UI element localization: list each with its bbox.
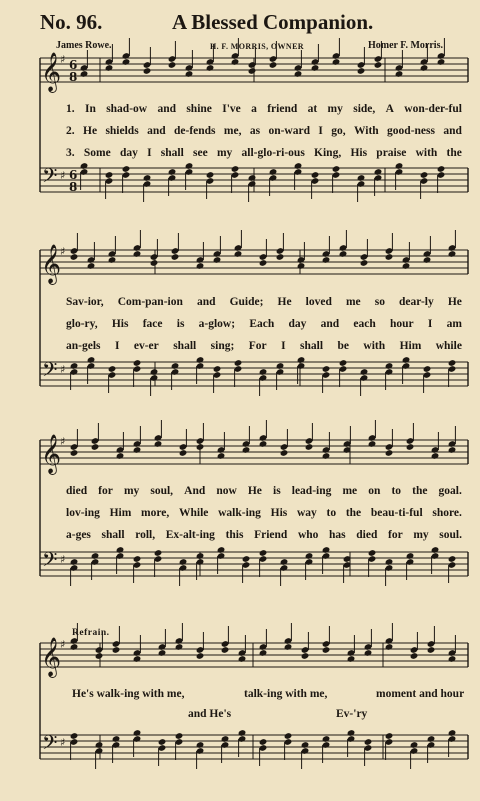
lyric-word: He <box>277 296 292 308</box>
lyric-word: day <box>288 318 307 330</box>
note-head <box>368 440 377 448</box>
lyric-word: ev-er <box>133 340 159 352</box>
lyric-word: beau-ti-ful <box>370 507 423 519</box>
time-sig-top: 6 <box>69 58 78 72</box>
note-head <box>284 643 293 651</box>
note-head <box>112 735 121 743</box>
lyric-word: glo-ry, <box>66 318 98 330</box>
note-head <box>133 250 142 258</box>
note-head <box>385 362 394 370</box>
lyric-word: my <box>216 147 233 159</box>
lyric-word: so <box>374 296 385 308</box>
refrain-lyric: Ev-'ry <box>336 708 368 720</box>
note-head <box>431 452 440 460</box>
lyric-word: Him <box>399 340 422 352</box>
lyric-word: goal. <box>438 485 462 497</box>
note-head <box>284 732 293 740</box>
note-head <box>276 362 285 370</box>
note-head <box>217 546 226 554</box>
note-head <box>133 555 142 563</box>
note-head <box>133 729 142 737</box>
note-head <box>385 643 394 651</box>
lyric-word: a-glow; <box>198 318 236 330</box>
lyric-word: He <box>447 296 462 308</box>
note-head <box>423 365 432 373</box>
note-head <box>420 64 429 72</box>
time-sig-bottom: 8 <box>69 180 78 194</box>
lyric-word: de-fends <box>173 125 216 137</box>
lyric-word: has <box>329 529 346 541</box>
lyric-line <box>66 125 462 137</box>
lyric-word: now <box>216 485 237 497</box>
lyric-word: For <box>248 340 267 352</box>
lyric-word: Com-pan-ion <box>117 296 183 308</box>
note-head <box>357 174 366 182</box>
time-sig-bottom: 8 <box>69 70 78 84</box>
note-head <box>420 171 429 179</box>
note-head <box>108 256 117 264</box>
lyric-word: am <box>446 318 462 330</box>
refrain-lyric: He's walk-ing with me, <box>72 688 185 700</box>
bass-clef: 𝄢 <box>42 548 58 576</box>
key-sharp: ♯ <box>60 553 66 566</box>
note-head <box>297 356 306 364</box>
lyric-word: and <box>157 103 176 115</box>
lyric-word: with <box>363 340 386 352</box>
lyric-word: a-ges <box>66 529 91 541</box>
lyric-word: His <box>350 147 368 159</box>
note-head <box>385 449 394 457</box>
note-head <box>91 552 100 560</box>
lyric-word: each <box>353 318 376 330</box>
lyric-word: died <box>356 529 378 541</box>
note-head <box>305 443 314 451</box>
note-head <box>70 558 79 566</box>
note-head <box>158 738 167 746</box>
lyric-word: to <box>391 485 402 497</box>
lyric-word: while <box>435 340 462 352</box>
lyric-word: me <box>342 485 358 497</box>
lyric-line <box>66 318 462 330</box>
lyric-word: Friend <box>254 529 288 541</box>
lyric-word: go, <box>331 125 346 137</box>
lyric-word: A <box>385 103 394 115</box>
note-head <box>95 652 104 660</box>
note-head <box>196 262 205 270</box>
note-head <box>91 443 100 451</box>
lyric-word: King, <box>314 147 342 159</box>
note-head <box>385 253 394 261</box>
lyric-word: as <box>249 125 261 137</box>
lyric-word: my <box>413 529 429 541</box>
lyric-word: I <box>281 340 286 352</box>
note-head <box>339 250 348 258</box>
note-head <box>196 356 205 364</box>
lyric-word: is <box>273 485 281 497</box>
lyric-word: I've <box>222 103 241 115</box>
note-head <box>332 58 341 66</box>
lyric-word: Him <box>109 507 132 519</box>
lyric-word: the <box>345 507 362 519</box>
lyric-word: the <box>412 485 428 497</box>
lyric-word: While <box>178 507 209 519</box>
lyric-word: for <box>98 485 113 497</box>
lyric-word: shad-ow <box>106 103 148 115</box>
lyric-word: hour <box>389 318 414 330</box>
lyric-word: and <box>147 125 166 137</box>
note-head <box>322 646 331 654</box>
lyric-word: His <box>270 507 288 519</box>
lyric-word: way <box>296 507 317 519</box>
note-head <box>294 70 303 78</box>
note-head <box>87 262 96 270</box>
note-head <box>427 646 436 654</box>
note-head <box>259 368 268 376</box>
note-head <box>431 546 440 554</box>
note-head <box>368 549 377 557</box>
note-head <box>448 555 457 563</box>
note-head <box>322 452 331 460</box>
lyricist-credit: James Rowe. <box>56 40 112 51</box>
note-head <box>70 253 79 261</box>
note-head <box>168 168 177 176</box>
lyric-word: and <box>196 296 216 308</box>
note-head <box>242 555 251 563</box>
lyric-word: Ex-alt-ing <box>165 529 215 541</box>
lyric-word: won-der-ful <box>404 103 462 115</box>
note-head <box>360 368 369 376</box>
note-head <box>410 741 419 749</box>
note-head <box>395 70 404 78</box>
note-head <box>133 655 142 663</box>
hymn-number: No. 96. <box>40 10 103 34</box>
lyric-word: an-gels <box>66 340 101 352</box>
lyric-word: on-ward <box>268 125 310 137</box>
note-head <box>168 61 177 69</box>
lyric-word: His <box>111 318 129 330</box>
note-head <box>234 250 243 258</box>
lyric-word: 1. <box>66 103 75 115</box>
lyric-word: sing; <box>210 340 235 352</box>
note-head <box>196 741 205 749</box>
lyric-word: my <box>123 485 140 497</box>
lyric-word: Some <box>83 147 111 159</box>
refrain-lyric: and He's <box>188 708 232 720</box>
lyric-line <box>66 340 462 352</box>
lyric-word: for <box>388 529 403 541</box>
key-sharp: ♯ <box>60 638 66 651</box>
lyric-word: this <box>225 529 244 541</box>
lyric-word: and <box>443 125 462 137</box>
note-head <box>427 735 436 743</box>
note-head <box>171 253 180 261</box>
note-head <box>360 259 369 267</box>
lyric-word: and <box>320 318 340 330</box>
treble-clef: 𝄞 <box>41 244 62 284</box>
lyric-word: side, <box>353 103 376 115</box>
key-sharp: ♯ <box>60 245 66 258</box>
note-head <box>133 446 142 454</box>
note-head <box>238 655 247 663</box>
lyric-word: me, <box>223 125 242 137</box>
note-head <box>108 365 117 373</box>
note-head <box>171 362 180 370</box>
hymn-title: A Blessed Companion. <box>172 10 374 34</box>
note-head <box>448 729 457 737</box>
note-head <box>395 162 404 170</box>
note-head <box>322 256 331 264</box>
note-head <box>297 262 306 270</box>
note-head <box>217 452 226 460</box>
lyric-word: loved <box>305 296 332 308</box>
composer-credit: Homer F. Morris. <box>368 40 443 51</box>
note-head <box>185 70 194 78</box>
lyric-word: see <box>193 147 208 159</box>
note-head <box>179 449 188 457</box>
note-head <box>364 738 373 746</box>
treble-clef: 𝄞 <box>41 52 62 92</box>
note-head <box>231 58 240 66</box>
lyric-word: my <box>327 103 343 115</box>
lyric-word: shields <box>105 125 139 137</box>
note-head <box>259 549 268 557</box>
note-head <box>150 368 159 376</box>
note-head <box>311 171 320 179</box>
lyric-word: at <box>307 103 318 115</box>
note-head <box>213 256 222 264</box>
note-head <box>332 165 341 173</box>
lyric-word: walk-ing <box>218 507 261 519</box>
note-head <box>259 440 268 448</box>
lyric-word: lead-ing <box>291 485 332 497</box>
lyric-word: praise <box>376 147 407 159</box>
refrain-label: Refrain. <box>72 628 110 638</box>
note-head <box>234 359 243 367</box>
note-head <box>294 162 303 170</box>
note-head <box>280 558 289 566</box>
note-head <box>364 649 373 657</box>
note-head <box>305 552 314 560</box>
lyric-word: soul, <box>150 485 174 497</box>
time-sig-top: 6 <box>69 168 78 182</box>
note-head <box>311 64 320 72</box>
note-head <box>259 738 268 746</box>
lyric-word: shore. <box>432 507 462 519</box>
lyric-word: who <box>297 529 319 541</box>
note-head <box>248 174 257 182</box>
note-head <box>95 741 104 749</box>
lyric-word: shall <box>173 340 197 352</box>
note-head <box>301 652 310 660</box>
lyric-word: I <box>318 125 323 137</box>
note-head <box>280 449 289 457</box>
bass-clef: 𝄢 <box>42 731 58 759</box>
note-head <box>374 168 383 176</box>
lyric-word: Each <box>249 318 275 330</box>
note-head <box>322 365 331 373</box>
note-head <box>206 64 215 72</box>
note-head <box>70 449 79 457</box>
note-head <box>269 61 278 69</box>
note-head <box>402 356 411 364</box>
lyric-line <box>66 529 462 541</box>
key-sharp: ♯ <box>60 736 66 749</box>
note-head <box>112 646 121 654</box>
lyric-line <box>66 485 462 497</box>
note-head <box>143 67 152 75</box>
lyric-word: a <box>251 103 257 115</box>
note-head <box>374 61 383 69</box>
lyric-word: shall <box>160 147 184 159</box>
lyric-word: Sav-ior, <box>66 296 104 308</box>
note-head <box>406 552 415 560</box>
note-head <box>196 552 205 560</box>
note-head <box>122 58 131 66</box>
note-head <box>116 452 125 460</box>
lyric-word: I <box>427 318 433 330</box>
key-sharp: ♯ <box>60 53 66 66</box>
lyric-word: And <box>184 485 206 497</box>
note-head <box>154 549 163 557</box>
note-head <box>448 446 457 454</box>
lyric-word: He <box>83 125 98 137</box>
key-sharp: ♯ <box>60 363 66 376</box>
lyric-line <box>66 296 462 308</box>
note-head <box>154 440 163 448</box>
note-head <box>116 546 125 554</box>
key-sharp: ♯ <box>60 169 66 182</box>
lyric-word: shine <box>186 103 212 115</box>
note-head <box>437 58 446 66</box>
note-head <box>196 652 205 660</box>
lyric-word: I <box>147 147 152 159</box>
lyric-word: friend <box>267 103 298 115</box>
note-head <box>231 165 240 173</box>
note-head <box>150 259 159 267</box>
note-head <box>410 652 419 660</box>
note-head <box>70 643 79 651</box>
lyric-word: shall <box>300 340 324 352</box>
note-head <box>80 162 89 170</box>
lyric-word: with <box>415 147 438 159</box>
note-head <box>406 443 415 451</box>
note-head <box>196 443 205 451</box>
lyric-word: be <box>337 340 349 352</box>
lyric-word: With <box>353 125 379 137</box>
note-head <box>87 356 96 364</box>
note-head <box>185 162 194 170</box>
note-head <box>221 646 230 654</box>
note-head <box>70 362 79 370</box>
note-head <box>347 655 356 663</box>
treble-clef: 𝄞 <box>41 637 62 677</box>
lyric-word: He <box>247 485 262 497</box>
note-head <box>175 732 184 740</box>
lyric-word: is <box>176 318 185 330</box>
note-head <box>437 165 446 173</box>
note-head <box>423 256 432 264</box>
lyric-word: to <box>326 507 337 519</box>
note-head <box>221 735 230 743</box>
lyric-word: dear-ly <box>399 296 434 308</box>
note-head <box>179 558 188 566</box>
lyric-word: soul. <box>439 529 462 541</box>
note-head <box>322 546 331 554</box>
lyric-word: 3. <box>66 147 75 159</box>
lyric-line <box>66 507 462 519</box>
key-sharp: ♯ <box>60 435 66 448</box>
bass-clef: 𝄢 <box>42 164 58 192</box>
lyric-word: on <box>368 485 381 497</box>
refrain-lyric: moment and hour <box>376 688 465 700</box>
lyric-word: Guide; <box>229 296 264 308</box>
lyric-word: In <box>84 103 96 115</box>
owner-credit: H. F. MORRIS, OWNER <box>210 42 304 51</box>
note-head <box>385 732 394 740</box>
note-head <box>206 171 215 179</box>
note-head <box>238 729 247 737</box>
note-head <box>242 446 251 454</box>
note-head <box>105 171 114 179</box>
note-head <box>276 253 285 261</box>
note-head <box>339 359 348 367</box>
note-head <box>448 655 457 663</box>
lyric-word: 2. <box>66 125 75 137</box>
note-head <box>448 359 457 367</box>
note-head <box>259 259 268 267</box>
note-head <box>158 649 167 657</box>
lyric-word: roll, <box>135 529 156 541</box>
lyric-word: good-ness <box>387 125 435 137</box>
lyric-word: the <box>446 147 462 159</box>
lyric-word: me <box>345 296 361 308</box>
note-head <box>322 735 331 743</box>
lyric-word: day <box>119 147 138 159</box>
lyric-word: more, <box>141 507 170 519</box>
note-head <box>357 67 366 75</box>
note-head <box>143 174 152 182</box>
lyric-word: all-glo-ri-ous <box>241 147 305 159</box>
note-head <box>133 359 142 367</box>
lyric-line <box>66 147 462 159</box>
note-head <box>347 729 356 737</box>
note-head <box>70 732 79 740</box>
treble-clef: 𝄞 <box>41 434 62 474</box>
note-head <box>175 643 184 651</box>
note-head <box>402 262 411 270</box>
bass-clef: 𝄢 <box>42 358 58 386</box>
note-head <box>301 741 310 749</box>
lyric-word: died <box>66 485 88 497</box>
note-head <box>105 64 114 72</box>
lyric-line <box>66 103 462 115</box>
lyric-word: lov-ing <box>66 507 100 519</box>
note-head <box>269 168 278 176</box>
note-head <box>248 67 257 75</box>
note-head <box>80 70 89 78</box>
note-head <box>213 365 222 373</box>
note-head <box>259 649 268 657</box>
lyric-word: shall <box>101 529 125 541</box>
lyric-word: I <box>114 340 120 352</box>
note-head <box>122 165 131 173</box>
lyric-word: face <box>142 318 163 330</box>
refrain-lyric: talk-ing with me, <box>244 688 328 700</box>
note-head <box>385 558 394 566</box>
note-head <box>448 250 457 258</box>
